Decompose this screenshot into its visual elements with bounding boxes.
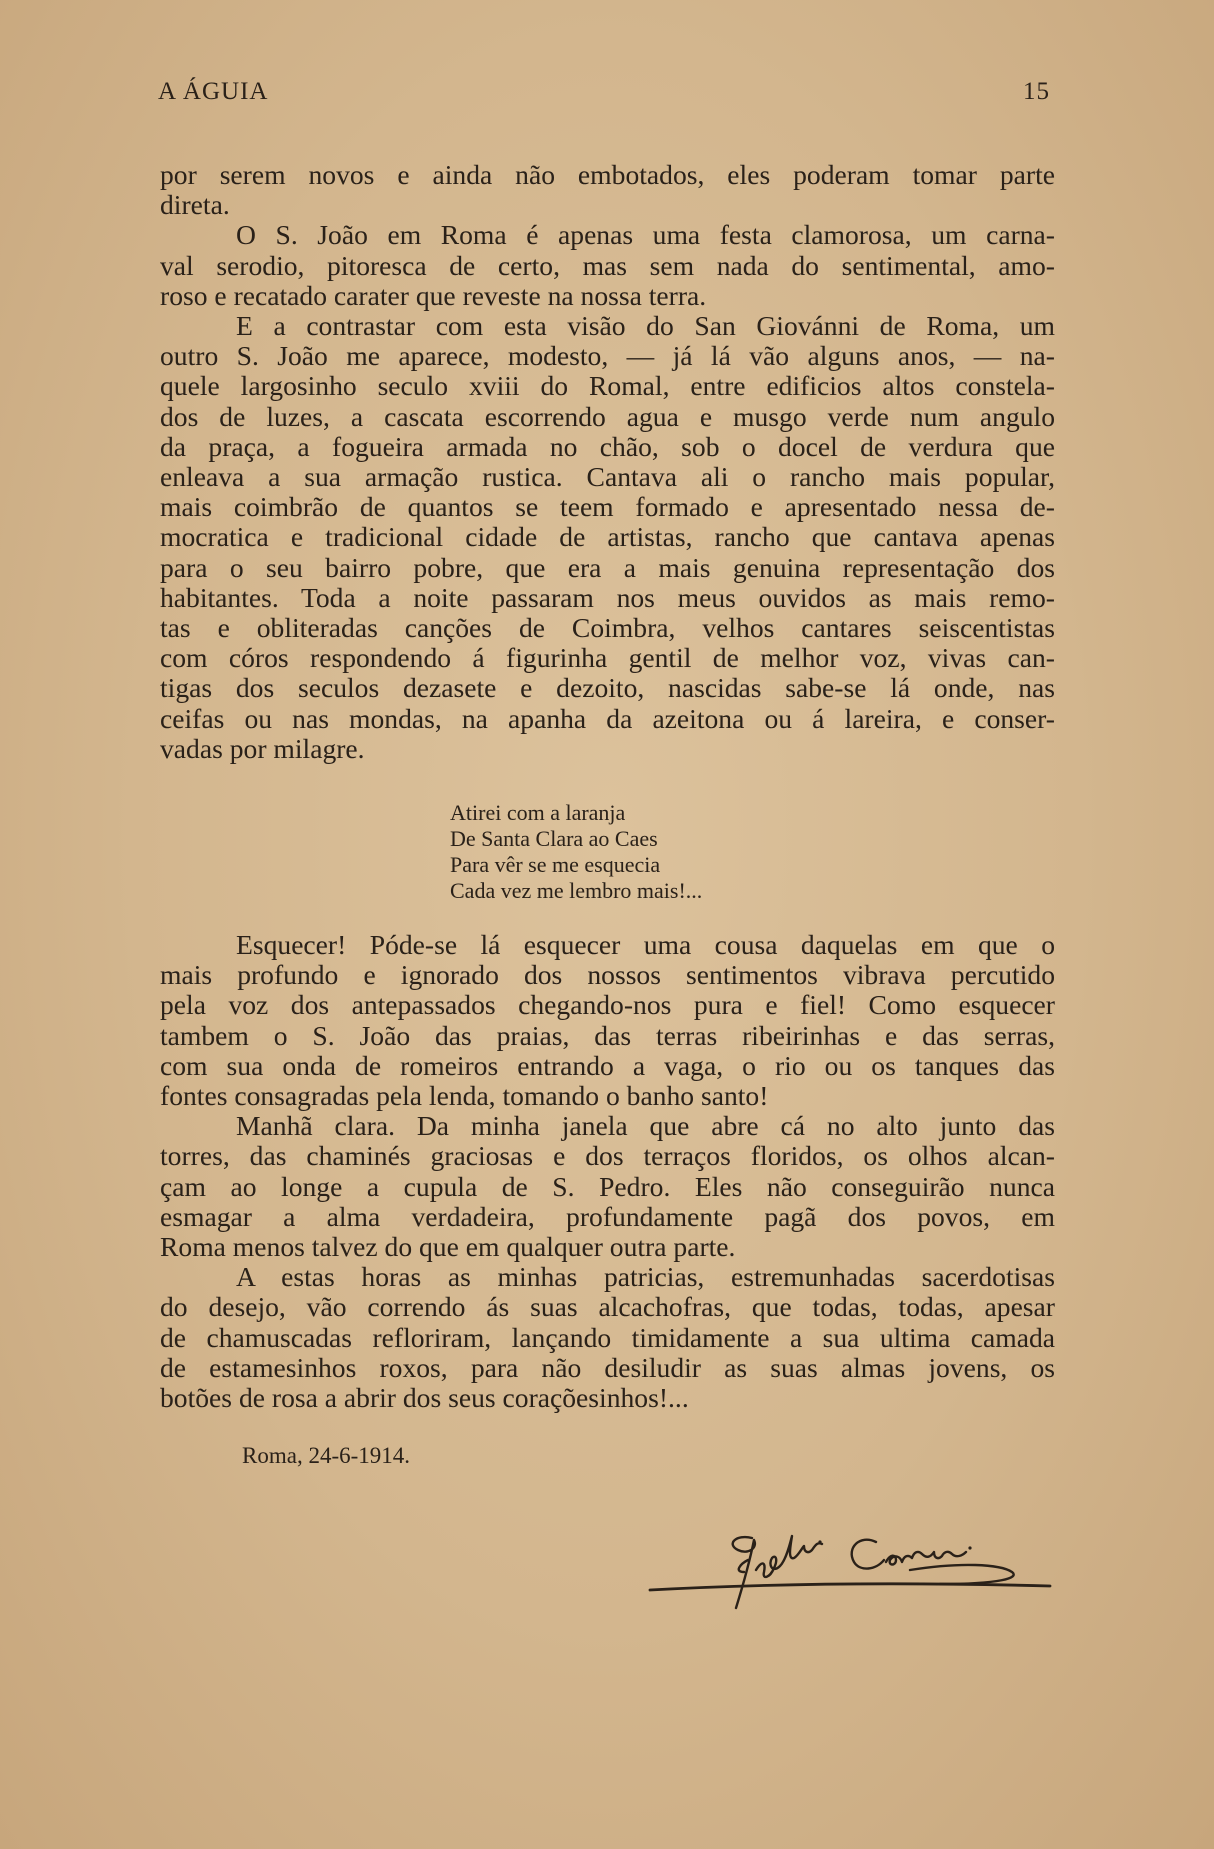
text-line: com córos respondendo á figurinha gentil de melhor voz, vivas can- — [160, 642, 1055, 674]
text-line: tambem o S. João das praias, das terras ribeirinhas e das serras, — [160, 1019, 1055, 1051]
text-line: enleava a sua armação rustica. Cantava ali o rancho mais popular, — [160, 461, 1055, 493]
text-line: com sua onda de romeiros entrando a vaga, o rio ou os tanques das — [160, 1049, 1055, 1081]
text-line: para o seu bairro pobre, que era a mais genuina representação dos — [160, 551, 1055, 583]
verse-line: Para vêr se me esquecia — [450, 852, 661, 877]
text-line: Manhã clara. Da minha janela que abre cá no alto junto das — [236, 1110, 1055, 1142]
text-line: torres, das chaminés graciosas e dos terraços floridos, os olhos alcan- — [160, 1140, 1055, 1172]
text-line: mais coimbrão de quantos se teem formado e apresentado nessa de- — [160, 491, 1055, 523]
text-line: fontes consagradas pela lenda, tomando o banho santo! — [160, 1080, 769, 1112]
text-line: de estamesinhos roxos, para não desiludir as suas almas jovens, os — [160, 1351, 1055, 1383]
text-line: tas e obliteradas canções de Coimbra, velhos cantares seiscentistas — [160, 612, 1055, 644]
text-line: E a contrastar com esta visão do San Giovánni de Roma, um — [236, 310, 1055, 342]
text-line: A estas horas as minhas patricias, estremunhadas sacerdotisas — [236, 1261, 1055, 1293]
text-line: Esquecer! Póde-se lá esquecer uma cousa daquelas em que o — [236, 929, 1055, 960]
running-title: A ÁGUIA — [158, 78, 269, 105]
text-line: por serem novos e ainda não embotados, eles poderam tomar parte — [160, 159, 1055, 190]
paragraphs-section-2 — [160, 930, 1055, 1413]
text-line: O S. João em Roma é apenas uma festa clamorosa, um carna- — [236, 219, 1055, 251]
handwritten-signature-icon — [640, 1500, 1060, 1620]
text-line: roso e recatado carater que reveste na nossa terra. — [160, 279, 707, 311]
verse-quatrain — [450, 800, 702, 904]
text-line: habitantes. Toda a noite passaram nos meus ouvidos as mais remo- — [160, 581, 1055, 613]
text-line: direta. — [160, 189, 230, 221]
text-line: outro S. João me aparece, modesto, — já lá vão alguns anos, — na- — [160, 340, 1055, 372]
text-line: do desejo, vão correndo ás suas alcachofras, que todas, todas, apesar — [160, 1291, 1055, 1323]
verse-line: Cada vez me lembro mais!... — [450, 878, 703, 903]
text-line: quele largosinho seculo xviii do Romal, entre edificios altos constela- — [160, 370, 1055, 402]
paragraphs-section-1 — [160, 160, 1055, 764]
verse-line: Atirei com a laranja — [450, 800, 626, 825]
text-line: botões de rosa a abrir dos seus coraçõesinhos!... — [160, 1382, 689, 1414]
text-line: vadas por milagre. — [160, 732, 365, 764]
page-header — [158, 78, 1050, 114]
text-line: Roma menos talvez do que em qualquer outra parte. — [160, 1231, 736, 1263]
text-line: de chamuscadas refloriram, lançando timidamente a sua ultima camada — [160, 1321, 1055, 1353]
text-line: dos de luzes, a cascata escorrendo agua e musgo verde num angulo — [160, 400, 1055, 432]
text-line: mais profundo e ignorado dos nossos sentimentos vibrava percutido — [160, 959, 1055, 991]
text-line: çam ao longe a cupula de S. Pedro. Eles não conseguirão nunca — [160, 1170, 1055, 1202]
text-line: ceifas ou nas mondas, na apanha da azeitona ou á lareira, e conser- — [160, 702, 1055, 734]
text-line: esmagar a alma verdadeira, profundamente pagã dos povos, em — [160, 1200, 1055, 1232]
verse-line: De Santa Clara ao Caes — [450, 826, 658, 851]
page-number: 15 — [1023, 78, 1050, 105]
text-line: da praça, a fogueira armada no chão, sob o docel de verdura que — [160, 430, 1055, 462]
text-line: pela voz dos antepassados chegando-nos pura e fiel! Como esquecer — [160, 989, 1055, 1021]
text-line: mocratica e tradicional cidade de artistas, rancho que cantava apenas — [160, 521, 1055, 553]
text-line: val serodio, pitoresca de certo, mas sem nada do sentimental, amo- — [160, 249, 1055, 281]
dateline: Roma, 24-6-1914. — [242, 1443, 411, 1468]
text-line: tigas dos seculos dezasete e dezoito, nascidas sabe-se lá onde, nas — [160, 672, 1055, 704]
signature — [640, 1500, 1060, 1620]
